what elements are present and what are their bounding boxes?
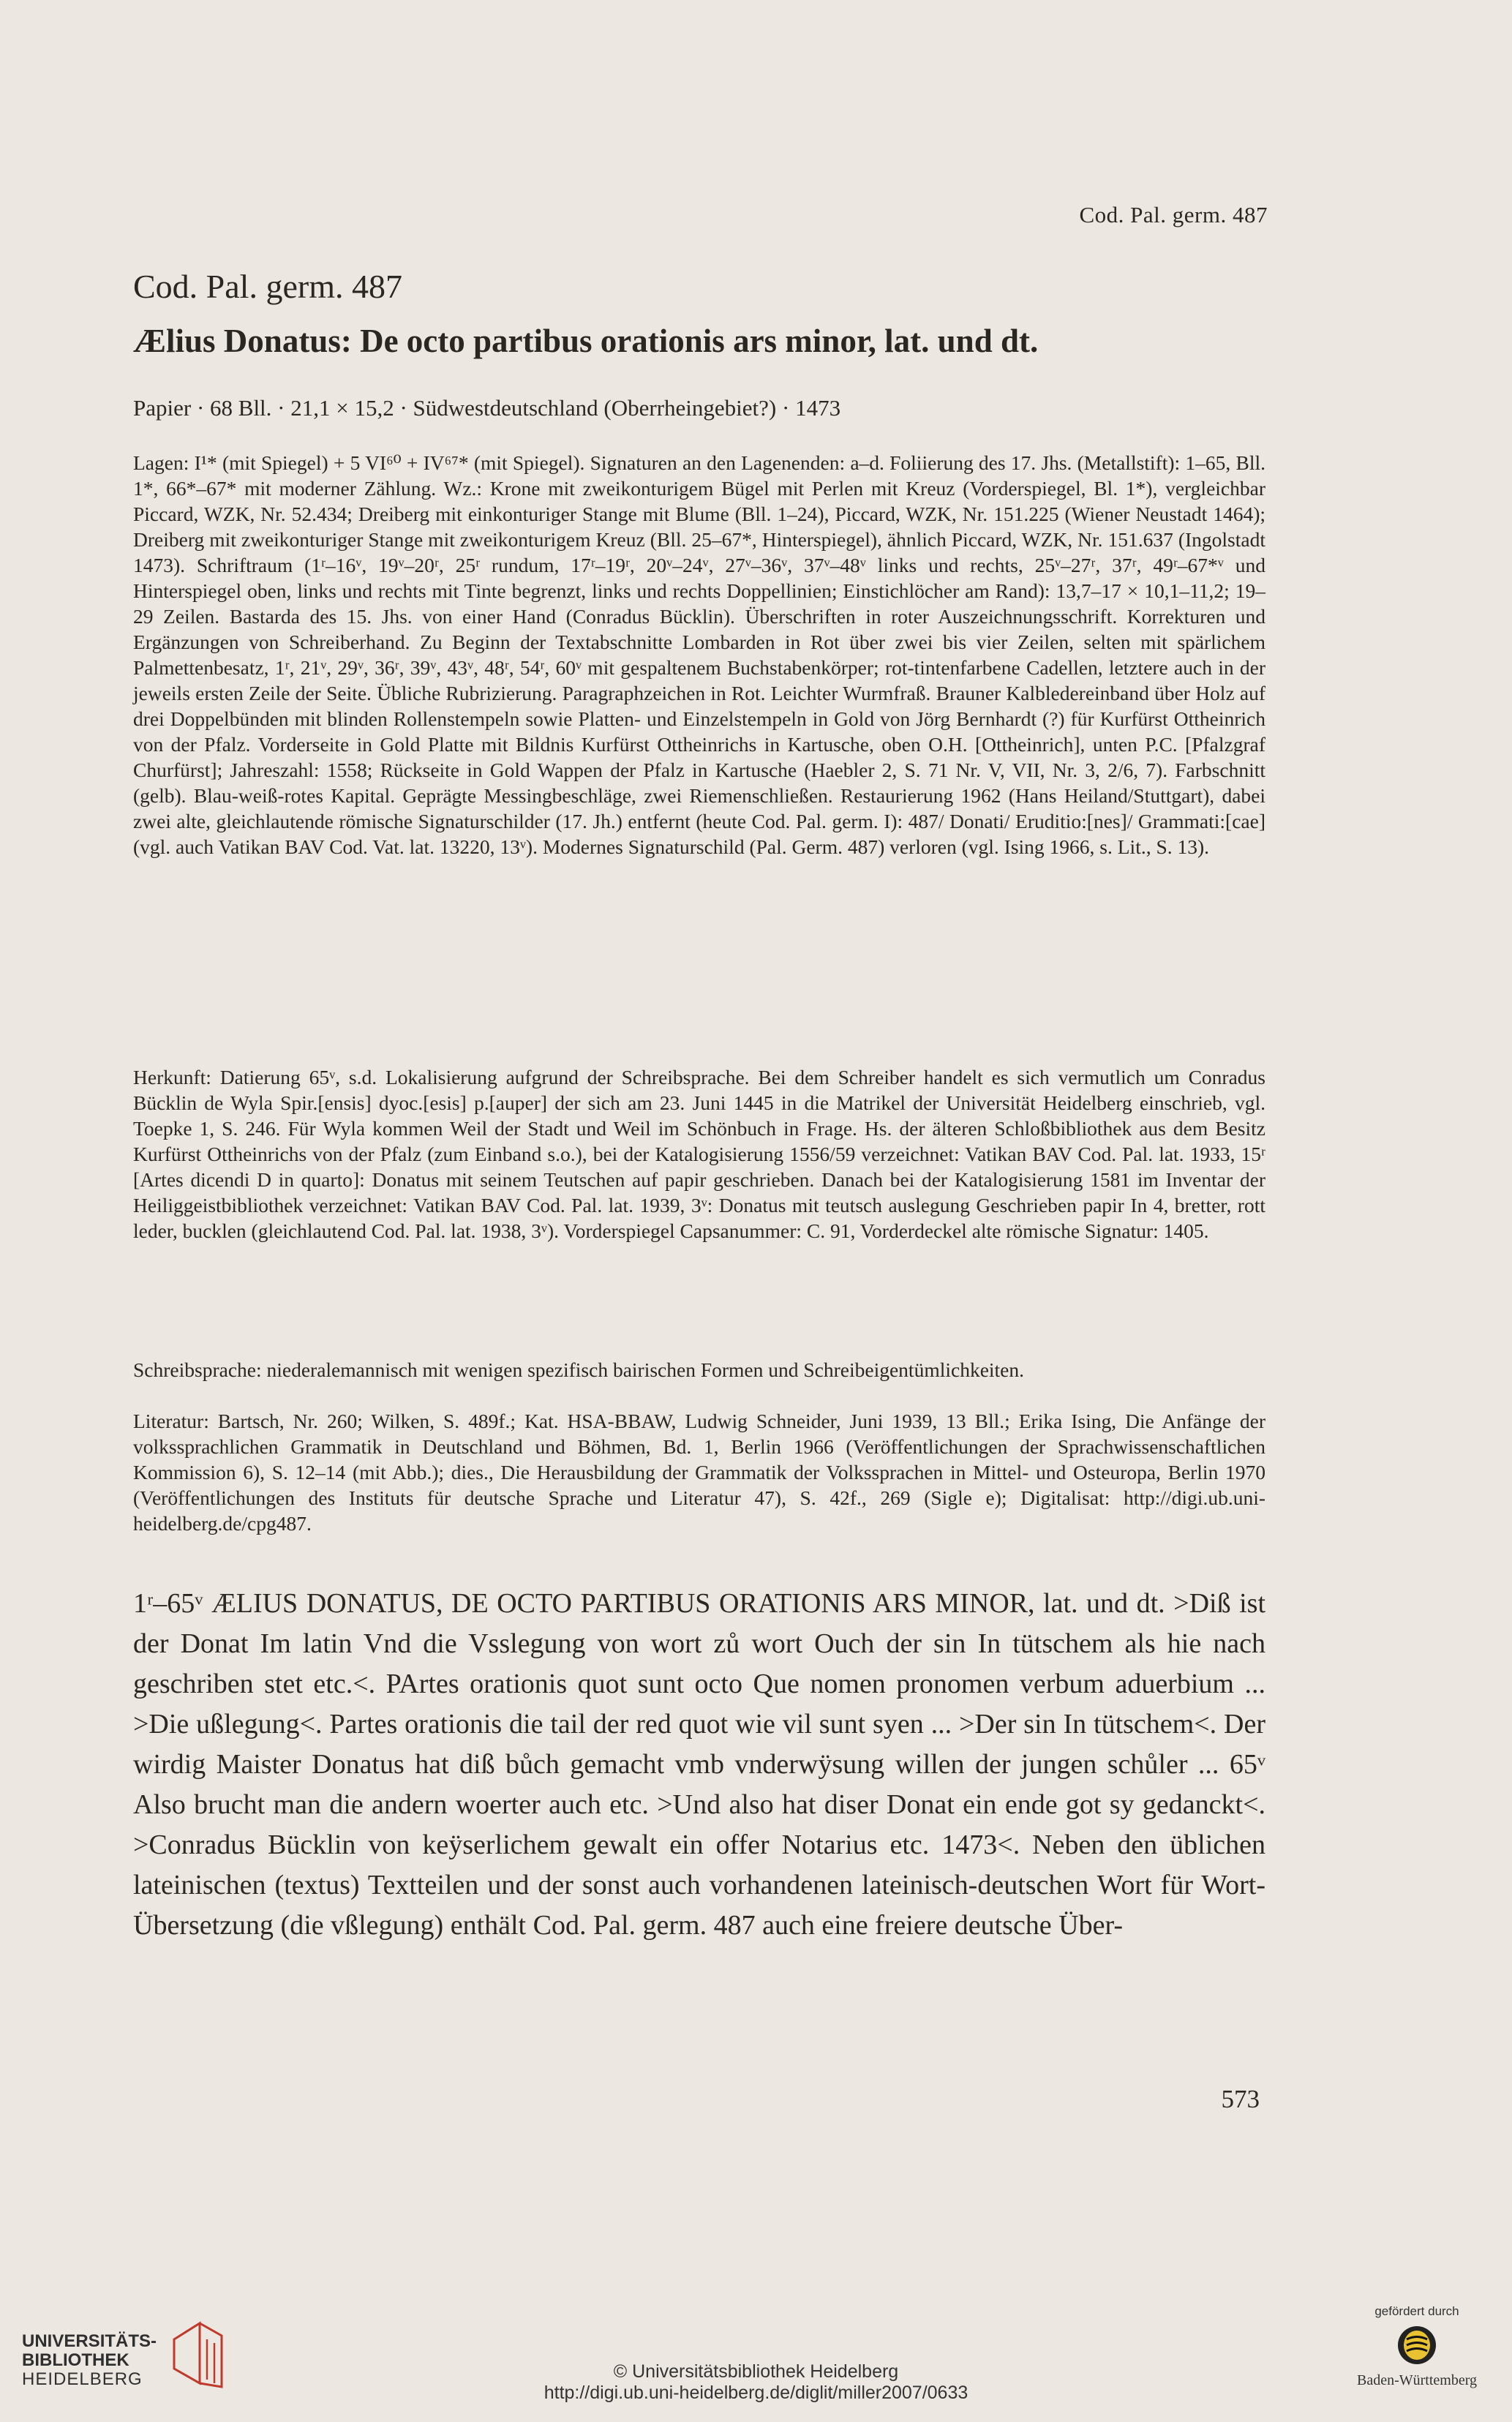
- library-name-line2: BIBLIOTHEK: [22, 2350, 129, 2370]
- codicology-text: Lagen: I¹* (mit Spiegel) + 5 VI⁶⁰ + IV⁶⁷* (mit Spiegel). Signaturen an den Lagenenden: a–d. Foliierung des 17. Jhs. (Metallstift): 1–65, Bll. 1*, 66*–67* mit moderner Zählung. Wz.: Krone mit zweikonturigem Bügel mit Perlen mit Kreuz (Vorderspiegel, Bl. 1*), vergleichbar Piccard, WZK, Nr. 52.434; Dreiberg mit einkonturiger Stange mit Blume (Bll. 1–24), Piccard, WZK, Nr. 151.225 (Wiener Neustadt 1464); Dreiberg mit zweikonturiger Stange mit zweikonturigem Kreuz (Bll. 25–67*, Hinterspiegel), ähnlich Piccard, WZK, Nr. 151.637 (Ingolstadt 1473). Schriftraum (1ʳ–16ᵛ, 19ᵛ–20ʳ, 25ʳ rundum, 17ʳ–19ʳ, 20ᵛ–24ᵛ, 27ᵛ–36ᵛ, 37ᵛ–48ᵛ links und rechts, 25ᵛ–27ʳ, 37ʳ, 49ʳ–67*ᵛ und Hinterspiegel oben, links und rechts mit Tinte begrenzt, links und rechts Doppellinien; Einstichlöcher am Rand): 13,7–17 × 10,1–11,2; 19–29 Zeilen. Bastarda des 15. Jhs. von einer Hand (Conradus Bücklin). Überschriften in roter Auszeichnungsschrift. Korrekturen und Ergänzungen von Schreiberhand. Zu Beginn der Textabschnitte Lombarden in Rot über zwei bis vier Zeilen, selten mit spärlichem Palmettenbesatz, 1ʳ, 21ᵛ, 29ᵛ, 36ʳ, 39ᵛ, 43ᵛ, 48ʳ, 54ʳ, 60ᵛ mit gespaltenem Buchstabenkörper; rot-tintenfarbene Cadellen, letztere auch in der jeweils ersten Zeile der Seite. Übliche Rubrizierung. Paragraphzeichen in Rot. Leichter Wurmfraß. Brauner Kalbledereinband über Holz auf drei Doppelbünden mit blinden Rollenstempeln sowie Platten- und Einzelstempeln in Gold von Jörg Bernhardt (?) für Kurfürst Ottheinrich von der Pfalz. Vorderseite in Gold Platte mit Bildnis Kurfürst Ottheinrichs in Kartusche, oben O.H. [Ottheinrich], unten P.C. [Pfalzgraf Churfürst]; Jahreszahl: 1558; Rückseite in Gold Wappen der Pfalz in Kartusche (Haebler 2, S. 71 Nr. V, VII, Nr. 3, 2/6, 7). Farbschnitt (gelb). Blau-weiß-rotes Kapital. Geprägte Messingbeschläge, zwei Riemenschließen. Restaurierung 1962 (Hans Heiland/Stuttgart), dabei zwei alte, gleichlautende römische Signaturschilder (17. Jh.) entfernt (heute Cod. Pal. germ. I): 487/ Donati/ Eruditio:[nes]/ Grammati:[cae] (vgl. auch Vatikan BAV Cod. Vat. lat. 13220, 13ᵛ). Modernes Signaturschild (Pal. Germ. 487) verloren (vgl. Ising 1966, s. Lit., S. 13).: [133, 451, 1265, 858]
- library-name-line3: HEIDELBERG: [22, 2369, 143, 2389]
- codicology-paragraph: [133, 450, 1265, 860]
- copyright-block: [0, 2361, 1512, 2404]
- literature-paragraph: [133, 1408, 1265, 1536]
- page-number: 573: [1221, 2085, 1260, 2113]
- provenance-text: Herkunft: Datierung 65ᵛ, s.d. Lokalisierung aufgrund der Schreibsprache. Bei dem Schreiber handelt es sich vermutlich um Conradus Bücklin de Wyla Spir.[ensis] dyoc.[esis] p.[auper] der sich am 23. Juni 1445 in die Matrikel der Universität Heidelberg einschrieb, vgl. Toepke 1, S. 246. Für Wyla kommen Weil der Stadt und Weil im Schönbuch in Frage. Hs. der älteren Schloßbibliothek aus dem Besitz Kurfürst Ottheinrichs von der Pfalz (zum Einband s.o.), bei der Katalogisierung 1556/59 verzeichnet: Vatikan BAV Cod. Pal. lat. 1933, 15ʳ [Artes dicendi D in quarto]: Donatus mit seinem Teutschen auf papir geschrieben. Danach bei der Katalogisierung 1581 im Inventar der Heiliggeistbibliothek verzeichnet: Vatikan BAV Cod. Pal. lat. 1939, 3ᵛ: Donatus mit teutsch auslegung Geschrieben papir In 4, bretter, rott leder, bucklen (gleichlautend Cod. Pal. lat. 1938, 3ᵛ). Vorderspiegel Capsanummer: C. 91, Vorderdeckel alte römische Signatur: 1405.: [133, 1066, 1265, 1242]
- permalink[interactable]: http://digi.ub.uni-heidelberg.de/diglit/miller2007/0633: [544, 2382, 968, 2403]
- library-name-line1: UNIVERSITÄTS-: [22, 2331, 157, 2351]
- entry-title: Cod. Pal. germ. 487: [133, 268, 402, 305]
- physical-description: Papier · 68 Bll. · 21,1 × 15,2 · Südwestdeutschland (Oberrheingebiet?) · 1473: [133, 395, 841, 421]
- sponsor-label: gefördert durch: [1374, 2304, 1459, 2318]
- state-coat-of-arms-icon: [1395, 2323, 1439, 2367]
- entry-subtitle: Ælius Donatus: De octo partibus orationis ars minor, lat. und dt.: [133, 323, 1039, 359]
- content-text: 1ʳ–65ᵛ ÆLIUS DONATUS, DE OCTO PARTIBUS ORATIONIS ARS MINOR, lat. und dt. >Diß ist der Donat Im latin Vnd die Vsslegung von wort zů wort Ouch der sin In tütschem als hie nach geschriben stet etc.<. PArtes orationis quot sunt octo Que nomen pronomen verbum aduerbium ... >Die ußlegung<. Partes orationis die tail der red quot wie vil sunt syen ... >Der sin In tütschem<. Der wirdig Maister Donatus hat diß bůch gemacht vmb vnderwÿsung willen der jungen schůler ... 65ᵛ Also brucht man die andern woerter auch etc. >Und also hat diser Donat ein ende got sy gedanckt<. >Conradus Bücklin von keÿserlichem gewalt ein offer Notarius etc. 1473<. Neben den üblichen lateinischen (textus) Textteilen und der sonst auch vorhandenen lateinisch-deutschen Wort für Wort-Übersetzung (die vßlegung) enthält Cod. Pal. germ. 487 auch eine freiere deutsche Über-: [133, 1588, 1265, 1941]
- language-paragraph: [133, 1357, 1265, 1383]
- provenance-paragraph: [133, 1064, 1265, 1244]
- sponsor-block: [1344, 2304, 1490, 2389]
- literature-text: Literatur: Bartsch, Nr. 260; Wilken, S. 489f.; Kat. HSA-BBAW, Ludwig Schneider, Juni 1939, 13 Bll.; Erika Ising, Die Anfänge der volkssprachlichen Grammatik in Deutschland und Böhmen, Bd. 1, Berlin 1966 (Veröffentlichungen der Sprachwissenschaftlichen Kommission 6), S. 12–14 (mit Abb.); dies., Die Herausbildung der Grammatik der Volkssprachen in Mittel- und Osteuropa, Berlin 1970 (Veröffentlichungen des Instituts für deutsche Sprache und Literatur 47), S. 42f., 269 (Sigle e); Digitalisat: http://digi.ub.uni-heidelberg.de/cpg487.: [133, 1410, 1265, 1535]
- running-head: Cod. Pal. germ. 487: [1079, 202, 1268, 227]
- copyright-text: © Universitätsbibliothek Heidelberg: [613, 2361, 899, 2382]
- content-paragraph: [133, 1584, 1265, 1946]
- footer: [0, 2304, 1512, 2422]
- sponsor-name: Baden-Württemberg: [1356, 2372, 1477, 2388]
- language-text: Schreibsprache: niederalemannisch mit wenigen spezifisch bairischen Formen und Schreibeigentümlichkeiten.: [133, 1358, 1025, 1381]
